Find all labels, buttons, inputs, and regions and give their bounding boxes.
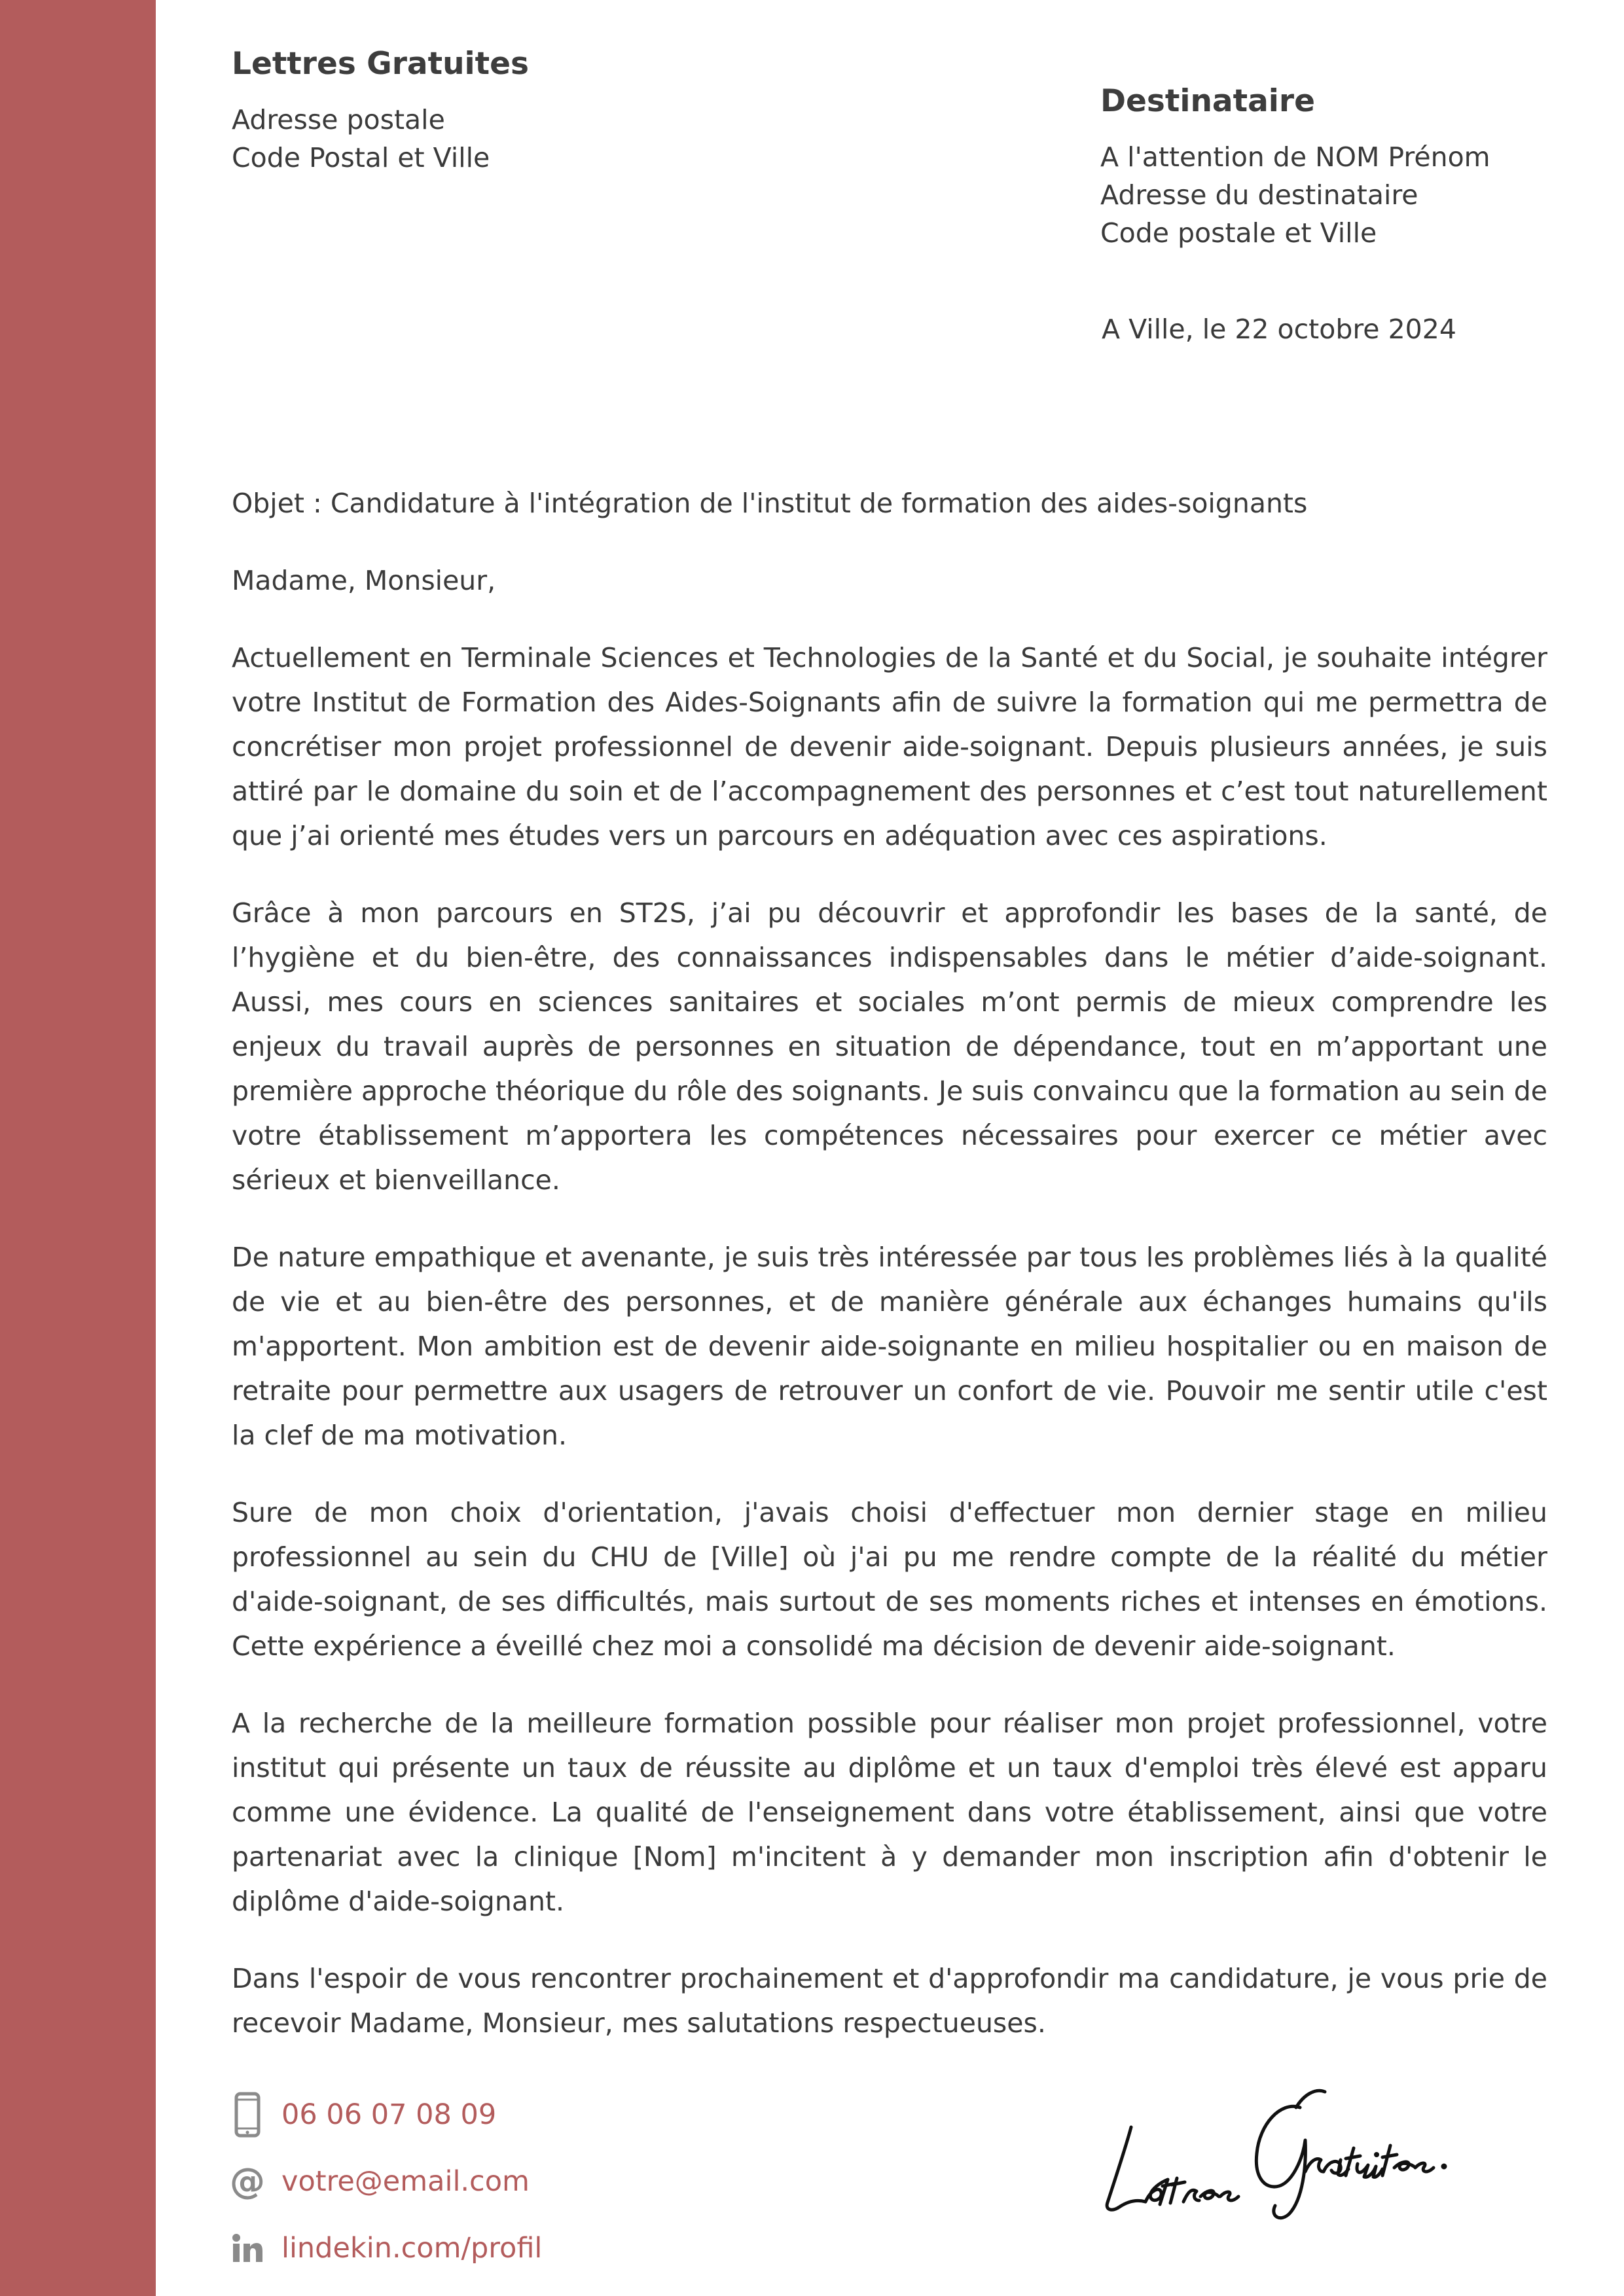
contact-phone — [230, 2081, 542, 2148]
letter-paragraph-4: Sure de mon choix d'orientation, j'avais choisi d'effectuer mon dernier stage en milieu professionnel au sein du CHU de [Ville] où j'ai pu me rendre compte de la réalité du métier d'aide-soignant, de ses difficultés, mais surtout de ses moments riches et intenses en émotions. Cette expérience a éveillé chez moi a consolidé ma décision de devenir aide-soignant. — [232, 1497, 1547, 1662]
accent-sidebar — [0, 0, 156, 2296]
linkedin-url[interactable]: lindekin.com/profil — [281, 2232, 543, 2265]
recipient-heading: Destinataire — [1100, 83, 1315, 119]
letter-date: A Ville, le 22 octobre 2024 — [1102, 314, 1456, 345]
letter-subject: Objet : Candidature à l'intégration de l'institut de formation des aides-soignants — [232, 488, 1308, 519]
handwritten-signature — [1080, 2062, 1473, 2225]
phone-number[interactable]: 06 06 07 08 09 — [281, 2098, 497, 2131]
sender-address-line1: Adresse postale — [232, 104, 445, 136]
at-sign-icon: @ — [230, 2161, 265, 2202]
contact-email — [230, 2148, 542, 2215]
recipient-attention: A l'attention de NOM Prénom — [1100, 141, 1490, 173]
email-address[interactable]: votre@email.com — [281, 2165, 530, 2198]
contact-list — [230, 2081, 542, 2282]
letter-paragraph-1: Actuellement en Terminale Sciences et Technologies de la Santé et du Social, je souhaite intégrer votre Institut de Formation des Aides-Soignants afin de suivre la formation qui me permettra de concrétiser mon projet professionnel de devenir aide-soignant. Depuis plusieurs années, je suis attiré par le domaine du soin et de l’accompagnement des personnes et c’est tout naturellement que j’ai orienté mes études vers un parcours en adéquation avec ces aspirations. — [232, 642, 1547, 852]
contact-linkedin — [230, 2215, 542, 2282]
letter-paragraph-5: A la recherche de la meilleure formation possible pour réaliser mon projet professionnel, votre institut qui présente un taux de réussite au diplôme et un taux d'emploi très élevé est apparu comme une évidence. La qualité de l'enseignement dans votre établissement, ainsi que votre partenariat avec la clinique [Nom] m'incitent à y demander mon inscription afin d'obtenir le diplôme d'aide-soignant. — [232, 1708, 1547, 1917]
linkedin-icon — [230, 2225, 264, 2271]
sender-address-line2: Code Postal et Ville — [232, 142, 490, 174]
letter-body — [232, 481, 1547, 2078]
recipient-address-line1: Adresse du destinataire — [1100, 179, 1418, 211]
recipient-block — [1100, 83, 1490, 252]
phone-icon — [230, 2092, 264, 2138]
letter-paragraph-6: Dans l'espoir de vous rencontrer prochainement et d'approfondir ma candidature, je vous prie de recevoir Madame, Monsieur, mes salutations respectueuses. — [232, 1963, 1547, 2039]
sender-block — [232, 46, 529, 177]
letter-paragraph-2: Grâce à mon parcours en ST2S, j’ai pu découvrir et approfondir les bases de la santé, de l’hygiène et du bien-être, des connaissances indispensables dans le métier d’aide-soignant. Aussi, mes cours en sciences sanitaires et sociales m’ont permis de mieux comprendre les enjeux du travail auprès de personnes en situation de dépendance, tout en m’apportant une première approche théorique du rôle des soignants. Je suis convaincu que la formation au sein de votre établissement m’apportera les compétences nécessaires pour exercer ce métier avec sérieux et bienveillance. — [232, 897, 1547, 1196]
letter-salutation: Madame, Monsieur, — [232, 565, 496, 596]
sender-name: Lettres Gratuites — [232, 46, 529, 82]
recipient-address-line2: Code postale et Ville — [1100, 217, 1377, 249]
letter-paragraph-3: De nature empathique et avenante, je suis très intéressée par tous les problèmes liés à la qualité de vie et au bien-être des personnes, et de manière générale aux échanges humains qu'ils m'apportent. Mon ambition est de devenir aide-soignante en milieu hospitalier ou en maison de retraite pour permettre aux usagers de retrouver un confort de vie. Pouvoir me sentir utile c'est la clef de ma motivation. — [232, 1242, 1547, 1451]
